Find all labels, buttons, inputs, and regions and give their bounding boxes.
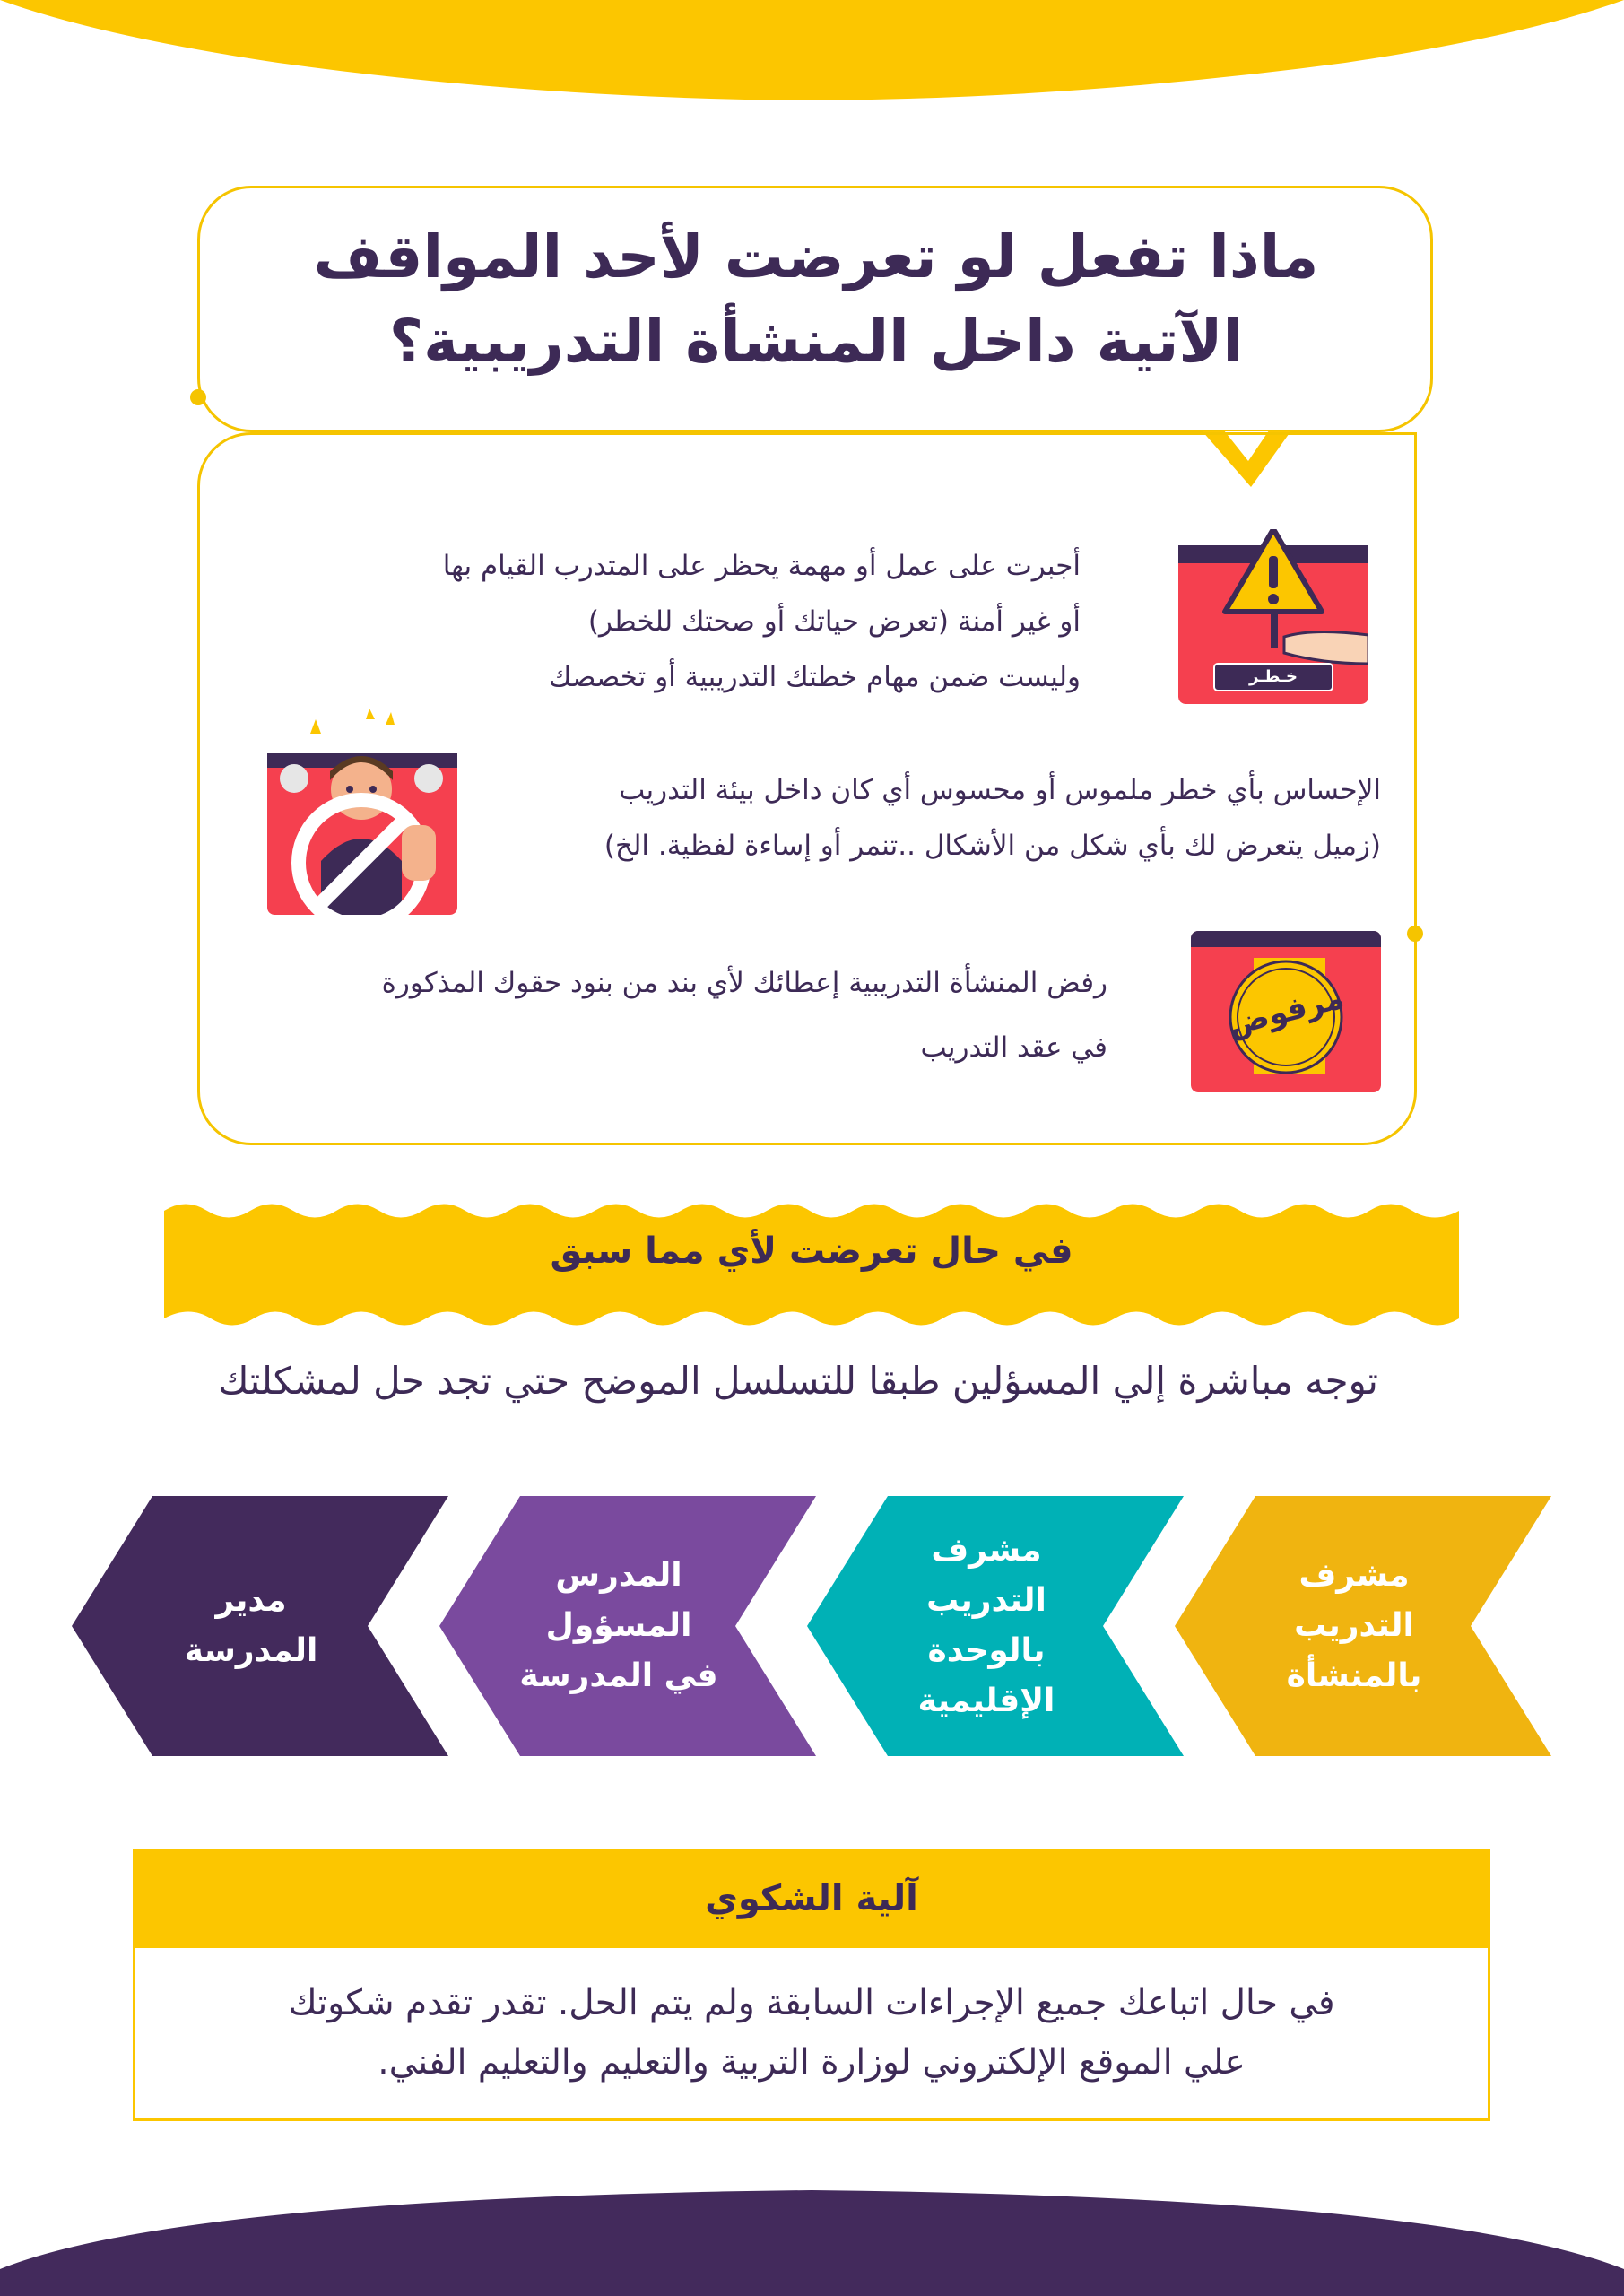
page-title [215,215,1417,384]
title-line-1: ماذا تفعل لو تعرضت لأحد المواقف [313,222,1319,291]
banner-text: في حال تعرضت لأي مما سبق [550,1231,1073,1272]
situation-1-line-1: أجبرت على عمل أو مهمة يحظر على المتدرب القيام بها [442,550,1081,582]
complaint-body: في حال اتباعك جميع الإجراءات السابقة ولم يتم الحل. تقدر تقدم شكوتك علي الموقع الإلكتروني لوزارة التربية والتعليم والتعليم الفني. [133,1948,1490,2121]
bottom-decorative-wave [0,2170,1624,2296]
situation-2-line-1: الإحساس بأي خطر ملموس أو محسوس أي كان داخل بيئة التدريب [619,774,1381,806]
situation-1 [341,538,1081,705]
situation-2-line-2: (زميل يتعرض لك بأي شكل من الأشكال ..تنمر أو إساءة لفظية. الخ) [604,830,1381,862]
warning-sign-icon [1178,529,1368,704]
chain-step-2-label: مشرف التدريب بالوحدة الإقليمية [917,1532,1055,1719]
situation-1-line-2: أو غير أمنة (تعرض حياتك أو صحتك للخطر) [587,605,1081,638]
chain-step-3-label: المدرس المسؤول في المدرسة [519,1557,718,1694]
bubble-dot-left [190,389,206,405]
angry-man-stop-icon [267,709,457,915]
title-line-2: الآتية داخل المنشأة التدريبية؟ [388,307,1244,376]
warning-sign-label: خـطـر [1248,667,1298,686]
box-dot-right [1407,926,1423,942]
situation-3 [269,951,1107,1080]
situation-1-line-3: وليست ضمن مهام خطتك التدريبية أو تخصصك [548,661,1081,693]
situation-3-line-1: رفض المنشأة التدريبية إعطائك لأي بند من بنود حقوك المذكورة [381,967,1107,999]
rejected-stamp-icon [1191,931,1381,1092]
chain-step-4-label: مدير المدرسة [184,1582,318,1669]
rejected-stamp-label: مرفوض [1224,979,1348,1044]
chain-step-1-label: مشرف التدريب بالمنشأة [1286,1557,1422,1694]
top-decorative-wave [0,0,1624,108]
complaint-title: آلية الشكوي [133,1849,1490,1948]
situation-3-line-2: في عقد التدريب [920,1031,1107,1064]
directive-text: توجه مباشرة إلي المسؤلين طبقا للتسلسل الموضح حتي تجد حل لمشكلتك [218,1359,1378,1403]
situation-2 [502,762,1381,874]
